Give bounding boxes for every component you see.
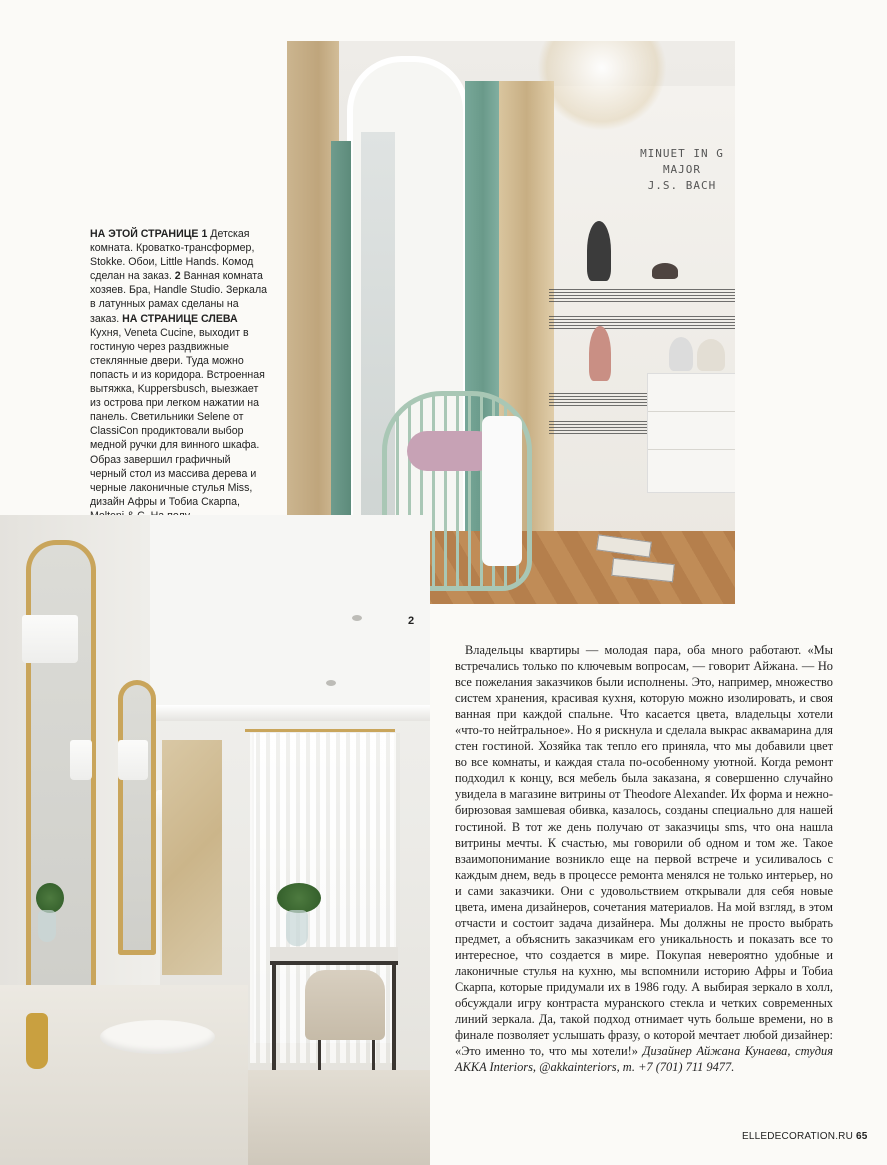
sink-basin: [100, 1020, 215, 1054]
bathroom-photo: [0, 515, 430, 1165]
caption-text: Детская комната. Кроватко-трансформер, Stokke. Обои, Little Hands. Комод сделан на заказ.: [90, 228, 255, 283]
plush-bunny: [669, 337, 693, 371]
photo-caption: [90, 227, 270, 551]
caption-text: Кухня, Veneta Cucine, выходит в гостиную через раздвижные стеклянные двери. Туда можно попасть и из коридора. Встроенная вытяжка, Kuppersbusch, выезжает из острова при легком нажатии на панель. Светильники Selene от ClassiCon продиктовали выбор медной ручки для винного шкафа. Образ завершил графичный черный стол из массива дерева и черные лаконичные стулья Miss, дизайн Афры и Тобиа Скарпа,: [90, 326, 265, 508]
wall-sconce: [22, 615, 78, 663]
site-name: ELLEDECORATION.RU: [742, 1131, 854, 1142]
flower-plant: [277, 883, 321, 913]
white-dresser: [647, 373, 735, 493]
wallpaper-figure: [589, 326, 611, 381]
wallpaper-figure: [587, 221, 611, 281]
music-staff: [549, 289, 735, 303]
vanity-desk: [270, 947, 398, 965]
caption-label-this-page: НА ЭТОЙ СТРАНИЦЕ 1: [90, 228, 208, 240]
article-paragraph: Владельцы квартиры — молодая пара, оба много работают. «Мы встречались только по ключевым вопросам, — говорит Айжана. — Но все пожелания заказчиков были исполнены. Это, например, множество систем хранения, красивая кухня, которую можно изолировать, и своя ванная при каждой спальне. Что касается цвета, владельцы хотели «что-то нейтральное». Но я рискнула и сделала выкрас аквамарина для стен гостиной. Хозяйка так тепло его приняла, что мы добавили цвет во все комнаты, и каждая стала по-особенному уютной. Когда ремонт подходил к концу, вся мебель была заказана, я совершенно случайно увидела в магазине витрины от Theodore Alexander. Их форма и нежно-бирюзовая замшевая обивка, казалось, созданы специально для нашей гостиной. В тот же день получаю от заказчицы sms, что она нашла витрины мечты. К счастью, мы говорили об одном и том же. Такое взаимопонимание возникло еще на первой встрече и усиливалось с каждым днем, ведь в процессе ремонта менялся не только интерьер, но и сами заказчики. Они с удовольствием открывали для себя новые цвета, имена дизайнеров, сочетания материалов. На мой взгляд, в этом отчасти и состоит задача дизайнера. Мы должны не просто выбрать предмет, а объяснить заказчикам его уникальность и показать все то интересное, что создается в мире. Покупая невероятно удобные и лаконичные стулья на кухню, мы вспомнили историю Афры и Тобиа Скарпа, которые придумали их в 1986 году. А выбирая зеркало в холл, обсуждали игру контраста муранского стекла и четких современных линий зеркала. Да, такой подход отнимает чуть больше времени, но в финале позволяет услышать фразу, о которой мечтает любой дизайнер: «Это именно то, что мы хотели!»: [455, 643, 833, 1059]
glass-vase: [38, 910, 56, 942]
wall-sconce: [118, 740, 148, 780]
glass-vase: [286, 910, 308, 946]
desk-leg: [392, 961, 396, 1071]
caption-text: Ванная комната хозяев. Бра, Handle Studio. Зеркала в латунных рамах сделаны на заказ.: [90, 270, 268, 325]
marble-shower-wall: [162, 740, 222, 975]
wallpaper-music-title: MINUET IN G MAJOR J.S. BACH: [640, 147, 724, 192]
curtain-rod: [245, 729, 395, 732]
music-staff: [549, 316, 735, 330]
soap-bottle: [26, 1013, 48, 1069]
page-number: 65: [856, 1131, 868, 1142]
photo-number: 2: [408, 615, 415, 627]
upholstered-chair: [305, 970, 385, 1040]
article-body: [455, 642, 833, 1075]
wall-sconce: [70, 740, 92, 780]
marble-floor: [248, 1070, 430, 1165]
ceiling-spotlight: [352, 615, 362, 621]
ceiling-spotlight: [326, 680, 336, 686]
desk-leg: [272, 961, 276, 1071]
wallpaper-bear: [652, 263, 678, 279]
brass-mirror: [118, 680, 156, 955]
bathroom-ceiling: [150, 515, 430, 715]
designer-credit: Дизайнер Айжана Кунаева, студия AKKA Interiors, @akkainteriors, т. +7 (701) 711 9477.: [455, 1044, 833, 1075]
caption-label-left-page: НА СТРАНИЦЕ СЛЕВА: [122, 312, 238, 325]
marble-vanity: [0, 985, 248, 1165]
caption-label-number: 2: [174, 270, 181, 283]
ceiling-cornice: [150, 705, 430, 721]
page-footer: [742, 1131, 868, 1142]
flower-plant: [36, 883, 64, 913]
plush-bear: [697, 339, 725, 371]
